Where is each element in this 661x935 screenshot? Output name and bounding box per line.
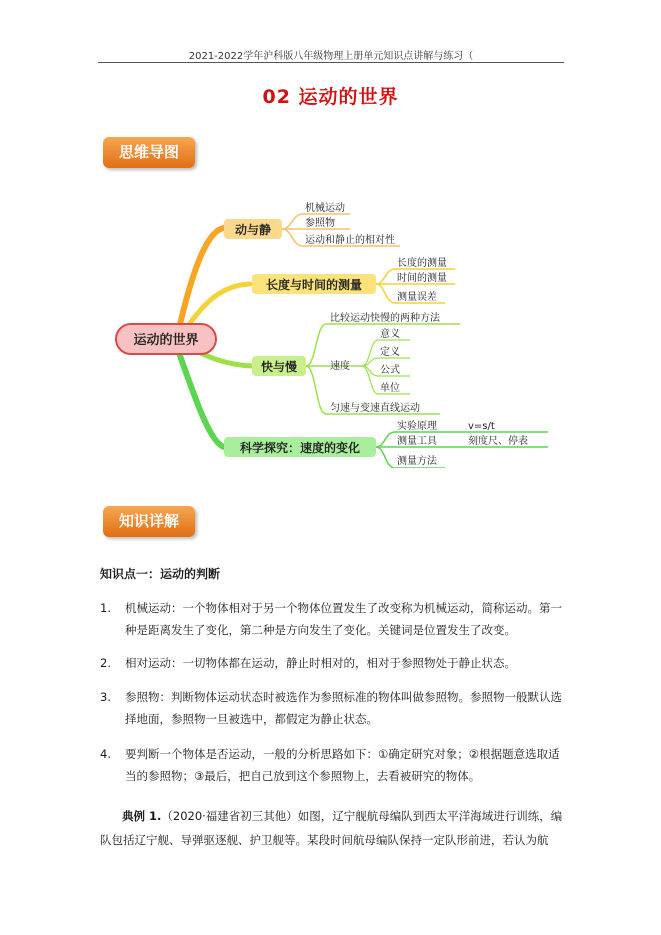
page-header: 2021-2022学年沪科版八年级物理上册单元知识点讲解与练习（ <box>188 51 474 62</box>
b3-child-speed: 速度 <box>330 361 350 372</box>
branch-1-label: 动与静 <box>234 223 272 237</box>
branch-4-label: 科学探究：速度的变化 <box>239 441 361 455</box>
example-paragraph <box>100 804 566 852</box>
speed-unit: 单位 <box>380 383 400 394</box>
b1-child-3: 运动和静止的相对性 <box>305 235 395 246</box>
speed-formula: 公式 <box>380 365 400 376</box>
b4-detail-2: 刻度尺、停表 <box>468 436 528 447</box>
b1-child-2: 参照物 <box>305 218 335 229</box>
example-label: 典例 1. <box>122 809 162 823</box>
knowledge-badge: 知识详解 <box>103 506 195 537</box>
item-text: 要判断一个物体是否运动，一般的分析思路如下：①确定研究对象；②根据题意选取适当的参照物；③最后，把自己放到这个参照物上，去看被研究的物体。 <box>125 747 560 783</box>
page-title: 02 运动的世界 <box>262 86 399 108</box>
b4-child-2: 测量工具 <box>397 436 437 447</box>
b3-child-3: 匀速与变速直线运动 <box>330 403 420 414</box>
speed-definition: 定义 <box>380 347 400 358</box>
header-divider <box>98 62 564 63</box>
item-number: 2. <box>100 656 111 670</box>
b2-child-3: 测量误差 <box>397 292 437 303</box>
mind-map <box>100 188 560 468</box>
branch-3-label: 快与慢 <box>260 360 298 374</box>
speed-meaning: 意义 <box>380 329 400 340</box>
b3-child-1: 比较运动快慢的两种方法 <box>330 313 440 324</box>
b2-child-2: 时间的测量 <box>397 273 447 284</box>
b2-child-1: 长度的测量 <box>397 258 447 269</box>
section-heading: 知识点一：运动的判断 <box>100 567 221 581</box>
item-number: 4. <box>100 747 111 761</box>
center-label: 运动的世界 <box>133 333 199 348</box>
b4-detail-1: v=s/t <box>468 421 495 432</box>
connector-b1 <box>178 228 224 333</box>
item-number: 3. <box>100 690 111 704</box>
mindmap-badge: 思维导图 <box>103 137 195 168</box>
connector-b4 <box>178 350 224 447</box>
item-text: 参照物：判断物体运动状态时被选作为参照标准的物体叫做参照物。参照物一般默认选择地面，参照物一旦被选中，都假定为静止状态。 <box>125 690 562 726</box>
example-text: （2020·福建省初三其他）如图，辽宁舰航母编队到西太平洋海域进行训练，编队包括辽宁舰、导弹驱逐舰、护卫舰等。某段时间航母编队保持一定队形前进，若认为航 <box>100 809 563 847</box>
list-item <box>100 652 566 674</box>
b4-child-1: 实验原理 <box>397 421 437 432</box>
item-text: 机械运动：一个物体相对于另一个物体位置发生了改变称为机械运动，简称运动。第一种是距离发生了变化，第二种是方向发生了变化。关键词是位置发生了改变。 <box>125 601 562 637</box>
item-number: 1. <box>100 601 111 615</box>
b4-child-3: 测量方法 <box>397 456 437 467</box>
branch-2-label: 长度与时间的测量 <box>265 278 363 292</box>
list-item <box>100 686 566 730</box>
list-item <box>100 597 566 641</box>
item-text: 相对运动：一切物体都在运动，静止时相对的，相对于参照物处于静止状态。 <box>125 656 516 670</box>
list-item <box>100 743 566 787</box>
b1-child-1: 机械运动 <box>305 203 345 214</box>
